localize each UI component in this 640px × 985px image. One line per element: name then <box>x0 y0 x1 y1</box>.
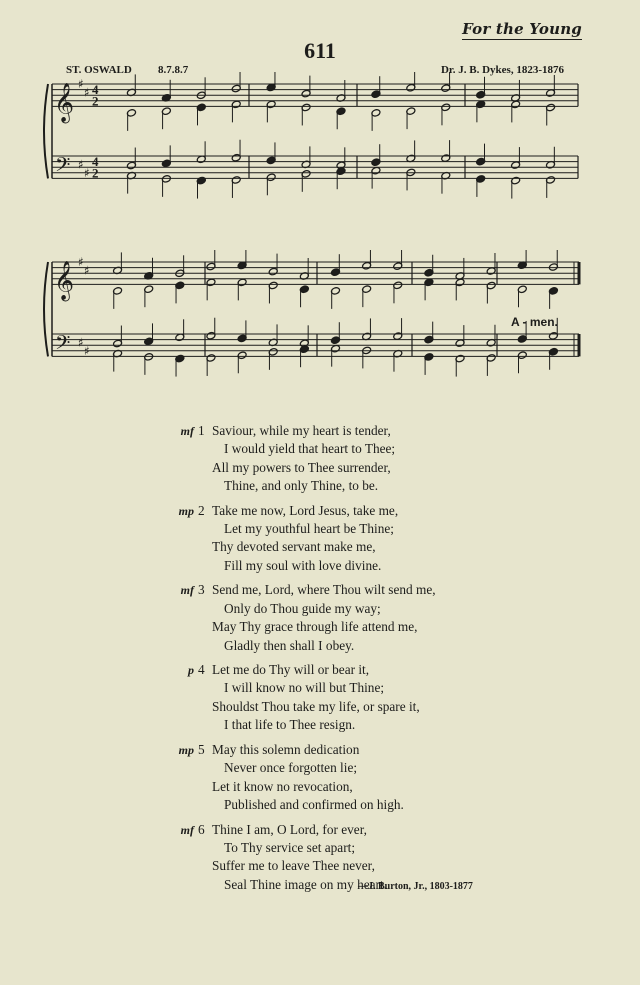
verse-number: 5 <box>198 741 205 757</box>
note <box>126 171 136 193</box>
note <box>331 322 341 344</box>
dynamic-marking: mf <box>180 822 194 837</box>
verse-line: May this solemn dedication <box>212 741 360 757</box>
sharp-sign: ♯ <box>84 85 90 100</box>
note <box>511 100 521 122</box>
note <box>126 148 136 170</box>
note <box>336 80 346 102</box>
verse-line: Take me now, Lord Jesus, take me, <box>212 502 399 518</box>
note <box>161 145 171 167</box>
note <box>268 254 278 276</box>
note <box>175 281 185 303</box>
note <box>126 109 136 131</box>
verse-line: Send me, Lord, where Thou wilt send me, <box>212 582 436 598</box>
note <box>424 255 434 277</box>
note <box>144 285 154 307</box>
verse-number: 4 <box>198 662 205 678</box>
note <box>424 322 434 344</box>
note <box>336 147 346 169</box>
dynamic-marking: mf <box>180 424 194 438</box>
note <box>486 325 496 347</box>
note <box>486 253 496 275</box>
note <box>231 176 241 198</box>
verse-line: I will know no will but Thine; <box>224 680 385 696</box>
note <box>517 285 527 307</box>
note <box>455 325 465 347</box>
sharp-sign: ♯ <box>84 263 90 278</box>
note <box>331 254 341 276</box>
note <box>161 107 171 129</box>
note <box>301 146 311 168</box>
time-signature: 4 <box>92 154 99 170</box>
sharp-sign: ♯ <box>84 343 90 358</box>
dynamic-marking: p <box>188 663 194 678</box>
note <box>371 166 381 188</box>
sharp-sign: ♯ <box>78 255 84 269</box>
note <box>206 318 216 340</box>
note <box>406 168 416 190</box>
note <box>237 278 247 300</box>
note <box>266 142 276 164</box>
note <box>299 258 309 280</box>
note <box>362 346 372 368</box>
note <box>196 77 206 99</box>
note <box>476 77 486 99</box>
note <box>406 140 416 162</box>
note <box>406 107 416 129</box>
note <box>455 354 465 376</box>
note <box>511 147 521 169</box>
note <box>266 173 276 195</box>
author-credit: —J. Burton, Jr., 1803-1877 <box>358 881 473 892</box>
treble-clef: 𝄞 <box>54 260 75 301</box>
note <box>299 285 309 307</box>
note <box>113 326 123 348</box>
note <box>441 140 451 162</box>
note <box>455 278 465 300</box>
verse-line: Never once forgotten lie; <box>224 760 358 776</box>
brace <box>44 262 48 356</box>
note <box>371 76 381 98</box>
note <box>113 349 123 371</box>
note <box>424 353 434 375</box>
sharp-sign: ♯ <box>84 165 90 180</box>
note <box>455 258 465 280</box>
amen-label: A - men. <box>511 315 558 329</box>
sharp-sign: ♯ <box>78 77 84 91</box>
tune-name: ST. OSWALD <box>66 64 132 76</box>
verse-line: Saviour, while my heart is tender, <box>212 423 391 438</box>
note <box>301 76 311 98</box>
time-signature: 2 <box>92 165 99 181</box>
verse-line: I that life to Thee resign. <box>224 717 356 733</box>
bass-clef: 𝄢 <box>55 152 71 181</box>
bass-clef: 𝄢 <box>55 330 71 359</box>
note <box>546 147 556 169</box>
verse-number: 3 <box>198 582 205 598</box>
note <box>299 325 309 347</box>
verse-line: Published and confirmed on high. <box>224 796 404 812</box>
verse-number: 2 <box>198 502 205 518</box>
verse-line: Let my youthful heart be Thine; <box>224 521 394 537</box>
note <box>196 176 206 198</box>
verse-line: I would yield that heart to Thee; <box>224 441 396 457</box>
treble-clef: 𝄞 <box>54 82 75 123</box>
note <box>336 107 346 129</box>
note <box>331 344 341 366</box>
brace <box>44 84 48 178</box>
note <box>175 255 185 277</box>
note <box>371 144 381 166</box>
note <box>206 278 216 300</box>
verse-line: Gladly then shall I obey. <box>224 637 355 653</box>
note <box>546 176 556 198</box>
note <box>548 347 558 369</box>
note <box>406 72 416 92</box>
composer-credit: Dr. J. B. Dykes, 1823-1876 <box>440 64 564 76</box>
note <box>393 349 403 371</box>
note <box>237 351 247 373</box>
note <box>441 171 451 193</box>
note <box>393 318 403 340</box>
note <box>231 140 241 162</box>
verse-line: May Thy grace through life attend me, <box>212 619 418 635</box>
verse-line: Let it know no revocation, <box>212 778 353 794</box>
verse-line: Thine I am, O Lord, for ever, <box>212 821 367 837</box>
dynamic-marking: mp <box>178 503 194 518</box>
note <box>175 354 185 376</box>
verse-line: Only do Thou guide my way; <box>224 600 381 616</box>
sharp-sign: ♯ <box>78 157 84 172</box>
note <box>113 252 123 274</box>
note <box>546 75 556 97</box>
hymn-number: 611 <box>304 38 336 63</box>
note <box>161 80 171 102</box>
note <box>196 141 206 163</box>
verse-line: To Thy service set apart; <box>224 839 356 855</box>
dynamic-marking: mp <box>178 742 194 757</box>
note <box>331 287 341 309</box>
verse-line: Thy devoted servant make me, <box>212 539 376 555</box>
note <box>175 319 185 341</box>
time-signature: 2 <box>92 93 99 109</box>
sharp-sign: ♯ <box>78 335 84 350</box>
note <box>266 100 276 122</box>
note <box>362 250 372 270</box>
note <box>196 103 206 125</box>
verse-line: All my powers to Thee surrender, <box>212 459 391 475</box>
note <box>511 176 521 198</box>
note <box>548 287 558 309</box>
note <box>144 323 154 345</box>
note <box>266 72 276 92</box>
note <box>126 74 136 96</box>
verse-line: Thine, and only Thine, to be. <box>224 478 379 494</box>
time-signature: 4 <box>92 82 99 98</box>
note <box>206 354 216 376</box>
verse-line: Fill my soul with love divine. <box>224 557 382 573</box>
note <box>486 354 496 376</box>
note <box>517 250 527 269</box>
note <box>517 351 527 373</box>
note <box>362 318 372 340</box>
music-system-1 <box>0 72 640 212</box>
note <box>476 175 486 197</box>
verse-number: 1 <box>198 423 205 438</box>
note <box>231 100 241 122</box>
verse-line: Shouldst Thou take my life, or spare it, <box>212 698 420 714</box>
section-title: For the Young <box>462 20 582 38</box>
verse-number: 6 <box>198 821 205 837</box>
note <box>144 258 154 280</box>
meter: 8.7.8.7 <box>158 64 189 76</box>
note <box>237 250 247 270</box>
note <box>476 144 486 166</box>
note <box>268 324 278 346</box>
note <box>511 80 521 102</box>
note <box>362 285 372 307</box>
verse-line: Let me do Thy will or bear it, <box>212 662 370 678</box>
note <box>476 100 486 122</box>
note <box>113 287 123 309</box>
note <box>237 320 247 342</box>
note <box>371 109 381 131</box>
dynamic-marking: mf <box>180 583 194 598</box>
verse-line: Seal Thine image on my heart. <box>224 876 387 892</box>
note <box>424 278 434 300</box>
verse-line: Suffer me to leave Thee never, <box>212 858 375 874</box>
